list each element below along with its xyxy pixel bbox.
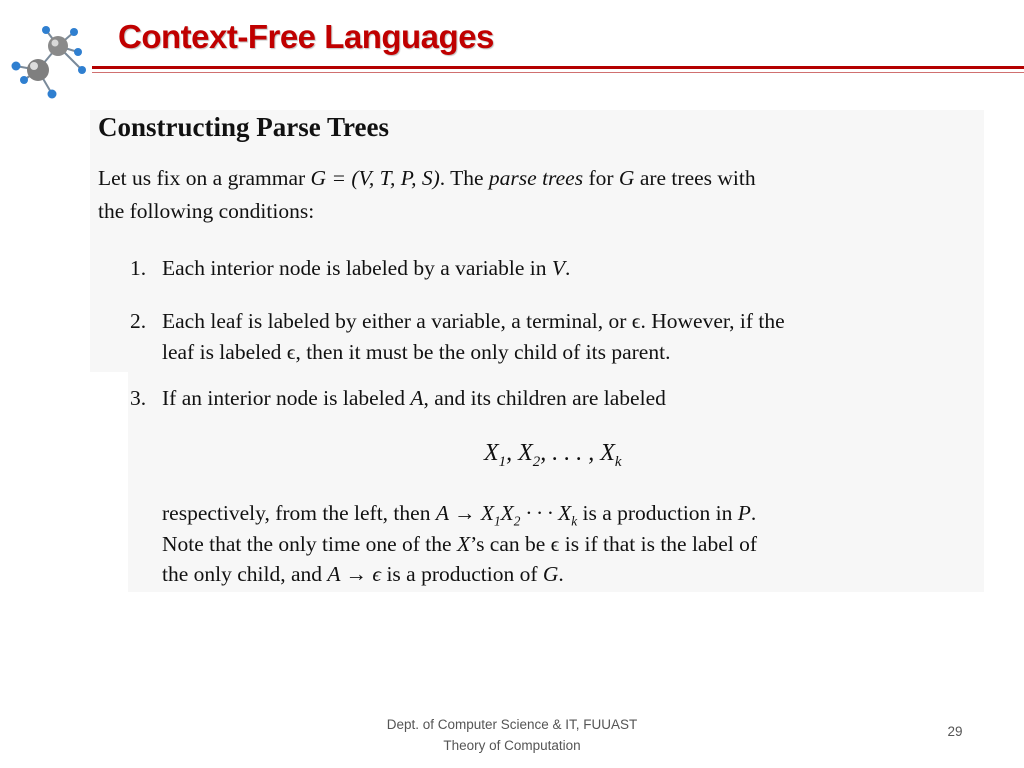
intro-line-2: the following conditions: — [98, 199, 315, 223]
list-item-2-line-2: leaf is labeled ϵ, then it must be the only child of its parent. — [162, 340, 671, 364]
intro-text: . The — [439, 166, 489, 190]
variable-symbol: X — [456, 532, 471, 556]
item-text: the only child, and — [162, 562, 328, 586]
term-parse-trees: parse trees — [488, 166, 584, 190]
item-text: . — [564, 256, 571, 280]
molecule-logo-icon — [2, 22, 90, 102]
grammar-tuple: G = (V, T, P, S) — [310, 166, 440, 190]
list-item-3-line-4 — [162, 564, 564, 586]
slide-footer — [362, 714, 662, 756]
production-set-symbol: P — [737, 501, 751, 525]
variable-symbol: V — [551, 256, 565, 280]
grammar-symbol: G — [618, 166, 635, 190]
children-sequence-equation: $X_1$, $X_2$, . . . , $X_k$ — [484, 440, 622, 470]
page-number: 29 — [947, 724, 963, 739]
list-item-number: 1. — [130, 256, 147, 280]
list-item-3-line-3 — [162, 534, 757, 556]
intro-text: Let us fix on a grammar — [98, 166, 311, 190]
variable-symbol: A — [410, 386, 424, 410]
list-item-1 — [162, 258, 570, 280]
intro-text: for — [583, 166, 619, 190]
intro-text: are trees with — [634, 166, 756, 190]
footer-department: Dept. of Computer Science & IT, FUUAST — [386, 717, 638, 732]
item-text: , and its children are labeled — [423, 386, 666, 410]
intro-line-1 — [98, 168, 756, 190]
title-divider — [92, 66, 1024, 69]
item-text: is a production in — [577, 501, 738, 525]
item-text: respectively, from the left, then — [162, 501, 436, 525]
list-item-2-line-1: Each leaf is labeled by either a variable, a terminal, or ϵ. However, if the — [162, 309, 785, 333]
grammar-symbol: G — [542, 562, 559, 586]
item-text: If an interior node is labeled — [162, 386, 411, 410]
list-item-number: 2. — [130, 309, 147, 333]
section-heading: Constructing Parse Trees — [98, 112, 389, 142]
item-text: . — [750, 501, 757, 525]
list-item-3-line-1 — [162, 388, 666, 410]
footer-course: Theory of Computation — [443, 738, 581, 753]
item-text: . — [558, 562, 564, 586]
production-rule: $A \to X_1X_2$ · · · $X_k$ — [435, 501, 578, 529]
list-item-number: 3. — [130, 386, 147, 410]
title-divider-thin — [92, 72, 1024, 73]
list-item-3-line-2 — [162, 503, 756, 528]
production-rule: A → ϵ — [327, 562, 382, 586]
item-text: is a production of — [381, 562, 543, 586]
item-text: Each interior node is labeled by a variable in — [162, 256, 552, 280]
item-text: Note that the only time one of the — [162, 532, 457, 556]
item-text: ’s can be ϵ is if that is the label of — [470, 532, 758, 556]
slide-title: Context-Free Languages — [118, 18, 494, 55]
